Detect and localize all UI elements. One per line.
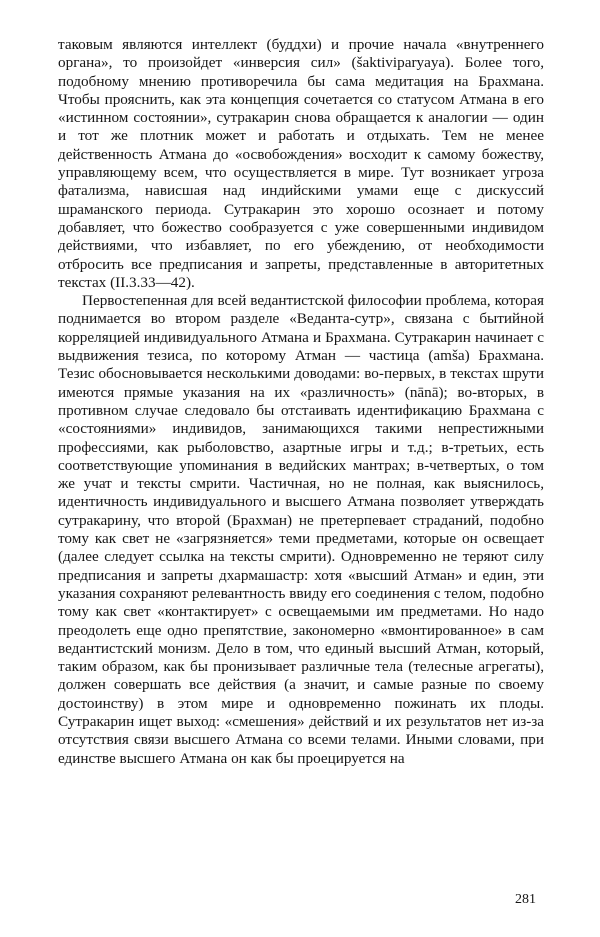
page-text-column <box>58 36 544 768</box>
paragraph-2: Первостепенная для всей ведантистской философии проблема, которая поднимается во втором разделе «Веданта-сутр», связана с бытийной корреляцией индивидуального Атмана и Брахмана. Сутракарин начинает с выдвижения тезиса, по которому Атман — частица (amša) Брахмана. Тезис обосновывается несколькими доводами: во-первых, в текстах шрути имеются прямые указания на их «различность» (nānā); во-вторых, в противном случае следовало бы отстаивать идентификацию Брахмана с «состояниями» индивидов, занимающихся такими непрестижными профессиями, как рыболовство, азартные игры и т.д.; в-третьих, есть соответствующие упоминания в ведийских мантрах; в-четвертых, о том же учат и тексты смрити. Частичная, но не полная, как выяснилось, идентичность индивидуального и высшего Атмана позволяет утверждать сутракарину, что второй (Брахман) не претерпевает страданий, подобно тому как свет не «загрязняется» теми предметами, которые он освещает (далее следует ссылка на тексты смрити). Одновременно не теряют силу предписания и запреты дхармашастр: хотя «высший Атман» и един, эти указания сохраняют релевантность ввиду его соединения с телом, подобно тому как свет «контактирует» с освещаемыми им предметами. Но надо преодолеть еще одно препятствие, закономерно «вмонтированное» в сам ведантистский монизм. Дело в том, что единый высший Атман, который, таким образом, как бы пронизывает различные тела (телесные агрегаты), должен совершать все действия (а значит, и самые разные по своему достоинству) в этом мире и одновременно пожинать их плоды. Сутракарин ищет выход: «смешения» действий и их результатов нет из-за отсутствия связи высшего Атмана со всеми телами. Иными словами, при единстве высшего Атмана он как бы проецируется на <box>58 292 544 767</box>
page-number: 281 <box>515 892 536 907</box>
paragraph-1: таковым являются интеллект (буддхи) и прочие начала «внутреннего органа», то произойдет «инверсия сил» (šaktiviparyaya). Более того, подобному мнению противоречила бы сама медитация на Брахмана. Чтобы прояснить, как эта концепция сочетается со статусом Атмана в его «истинном состоянии», сутракарин снова обращается к аналогии — один и тот же плотник может и работать и отдыхать. Тем не менее действенность Атмана до «освобождения» восходит к самому божеству, управляющему всем, что осуществляется в мире. Тут возникает угроза фатализма, нависшая над индийскими умами еще с дискуссий шраманского периода. Сутракарин это хорошо осознает и потому добавляет, что божество сообразуется с уже совершенными индивидом действиями, что избавляет, по его убеждению, от необходимости отбросить все предписания и запреты, представленные в авторитетных текстах (II.3.33—42). <box>58 36 544 291</box>
